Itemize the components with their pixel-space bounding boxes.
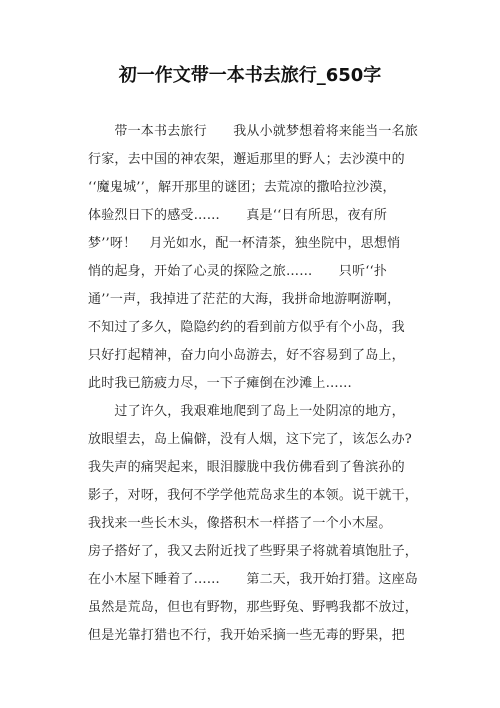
text-line: 梦’’呀！ 月光如水，配一杯清茶，独坐院中，思想悄 [88,236,401,251]
text-line: 只好打起精神，奋力向小岛游去，好不容易到了岛上， [88,348,405,363]
text-line: 但是光靠打猎也不行，我开始采摘一些无毒的野果，把 [88,628,405,643]
text-line: 过了许久，我艰难地爬到了岛上一处阴凉的地方， [88,404,405,419]
text-line: 此时我已筋疲力尽，一下子瘫倒在沙滩上…… [88,376,353,391]
text-line: 放眼望去，岛上偏僻，没有人烟，这下完了，该怎么办? [88,432,412,447]
text-line: 我找来一些长木头，像搭积木一样搭了一个小木屋。 [88,516,392,531]
page-title: 初一作文带一本书去旅行_650字 [118,65,382,86]
text-line: 通’’一声，我掉进了茫茫的大海，我拼命地游啊游啊， [88,292,401,307]
text-line: 带一本书去旅行 我从小就梦想着将来能当一名旅 [88,124,419,139]
text-line: 虽然是荒岛，但也有野物，那些野兔、野鸭我都不放过， [88,600,419,615]
text-line: 体验烈日下的感受…… 真是‘‘日有所思，夜有所 [88,208,388,223]
text-line: ‘‘魔鬼城’’，解开那里的谜团；去荒凉的撒哈拉沙漠， [88,180,396,195]
text-line: 在小木屋下睡着了…… 第二天，我开始打猎。这座岛 [88,572,419,587]
text-line: 影子，对呀，我何不学学他荒岛求生的本领。说干就干， [88,488,419,503]
text-line: 不知过了多久，隐隐约约的看到前方似乎有个小岛，我 [88,320,405,335]
article-body [88,118,418,650]
text-line: 悄的起身，开始了心灵的探险之旅…… 只听‘‘扑 [88,264,388,279]
text-line: 我失声的痛哭起来，眼泪朦胧中我仿佛看到了鲁滨孙的 [88,460,405,475]
text-line: 行家，去中国的神农架，邂逅那里的野人；去沙漠中的 [88,152,405,167]
text-line: 房子搭好了，我又去附近找了些野果子将就着填饱肚子， [88,544,419,559]
